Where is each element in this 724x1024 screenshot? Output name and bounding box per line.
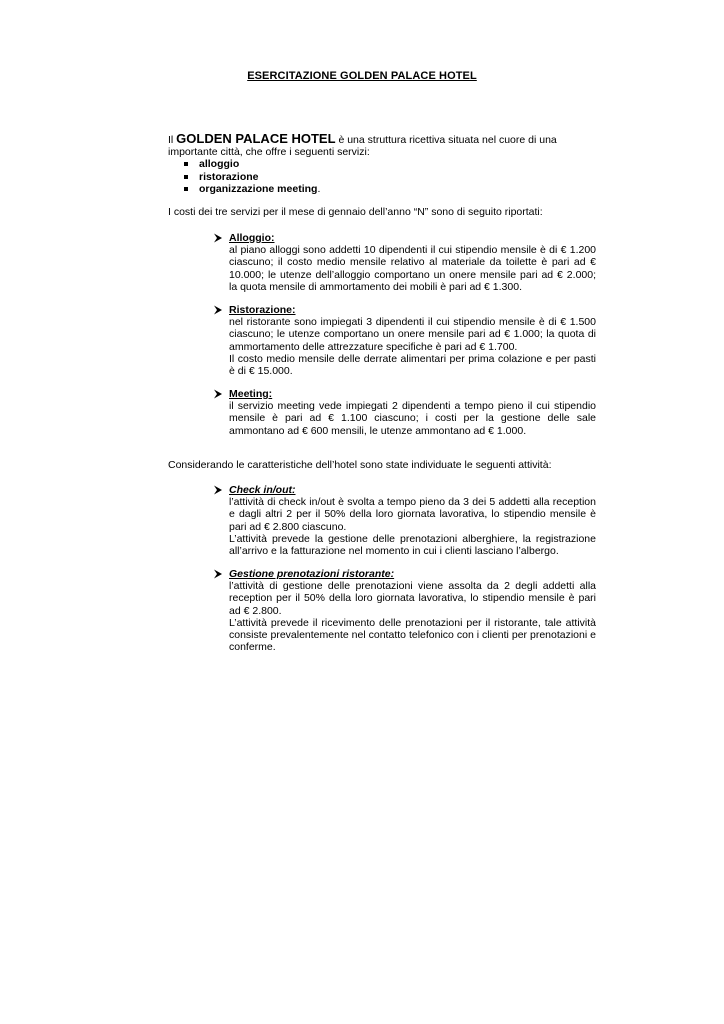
section-paragraph: l’attività di gestione delle prenotazioni viene assolta da 2 degli addetti alla reception per il 50% della loro giornata lavorativa, lo stipendio mensile è pari ad € 2.800. — [229, 580, 596, 617]
section-heading — [212, 568, 596, 580]
section-paragraph: al piano alloggi sono addetti 10 dipendenti il cui stipendio mensile è di € 1.200 ciascuno; il costo medio mensile relativo al materiale da toilette è pari ad € 10.000; le utenze dell’alloggio comportano un onere mensile pari ad € 2.000; la quota mensile di ammortamento dei mobili è pari ad € 1.300. — [229, 244, 596, 293]
intro-prefix: Il — [168, 134, 174, 146]
section-paragraph: Il costo medio mensile delle derrate alimentari per prima colazione e per pasti è di € 15.000. — [229, 352, 596, 378]
intro-paragraph — [168, 133, 596, 195]
arrow-bullet-icon — [213, 485, 223, 498]
section-body — [212, 580, 596, 653]
section-heading-label: Gestione prenotazioni ristorante: — [229, 568, 395, 580]
arrow-bullet-icon — [213, 305, 223, 318]
section-heading — [212, 388, 596, 400]
section-body — [212, 400, 596, 437]
section-heading — [212, 232, 596, 244]
service-suffix: . — [317, 182, 321, 195]
section-paragraph: L’attività prevede la gestione delle prenotazioni alberghiere, la registrazione all’arrivo e la fatturazione nel momento in cui i clienti lasciano l’albergo. — [229, 532, 596, 558]
service-label: alloggio — [199, 158, 240, 171]
section-heading-label: Meeting: — [229, 388, 273, 400]
section-paragraph: nel ristorante sono impiegati 3 dipendenti il cui stipendio mensile è di € 1.500 ciascuno; le utenze comportano un onere mensile pari ad € 1.000; la quota di ammortamento delle attrezzature specifiche è pari ad € 1.700. — [229, 316, 596, 353]
list-item — [182, 158, 596, 170]
activities-lead: Considerando le caratteristiche dell’hotel sono state individuate le seguenti attività: — [168, 459, 552, 471]
list-item — [182, 171, 596, 183]
document-title: ESERCITAZIONE GOLDEN PALACE HOTEL — [247, 70, 477, 82]
arrow-bullet-icon — [213, 389, 223, 402]
section-paragraph: l’attività di check in/out è svolta a tempo pieno da 3 dei 5 addetti alla reception e dagli altri 2 per il 50% della loro giornata lavorativa, lo stipendio mensile è pari ad € 2.800 ciascuno. — [229, 496, 596, 533]
list-item — [182, 183, 596, 195]
intro-body: è una struttura ricettiva situata nel cuore di una importante città, che offre i seguenti servizi: — [168, 134, 557, 159]
cost-section-meeting — [212, 388, 596, 437]
activity-section-checkin — [212, 484, 596, 557]
section-body — [212, 316, 596, 377]
section-body — [212, 496, 596, 557]
section-paragraph: il servizio meeting vede impiegati 2 dipendenti a tempo pieno il cui stipendio mensile è pari ad € 1.100 ciascuno; i costi per la gestione delle sale ammontano ad € 600 mensili, le utenze ammontano ad € 1.000. — [229, 400, 596, 437]
arrow-bullet-icon — [213, 233, 223, 246]
section-heading-label: Check in/out: — [229, 484, 296, 496]
intro-text — [168, 133, 596, 158]
services-list — [168, 158, 596, 195]
section-heading-label: Ristorazione: — [229, 304, 296, 316]
service-label: ristorazione — [199, 170, 259, 183]
section-heading — [212, 484, 596, 496]
activity-section-gestione — [212, 568, 596, 653]
section-heading-label: Alloggio: — [229, 232, 275, 244]
service-label: organizzazione meeting — [199, 182, 318, 195]
section-body — [212, 244, 596, 293]
section-paragraph: L’attività prevede il ricevimento delle prenotazioni per il ristorante, tale attività consiste prevalentemente nel contatto telefonico con i clienti per prenotazioni e conferme. — [229, 616, 596, 654]
cost-section-ristorazione — [212, 304, 596, 377]
costs-lead: I costi dei tre servizi per il mese di gennaio dell’anno “N” sono di seguito riportati: — [168, 206, 543, 218]
hotel-name: GOLDEN PALACE HOTEL — [176, 131, 336, 146]
section-heading — [212, 304, 596, 316]
cost-section-alloggio — [212, 232, 596, 293]
arrow-bullet-icon — [213, 569, 223, 582]
